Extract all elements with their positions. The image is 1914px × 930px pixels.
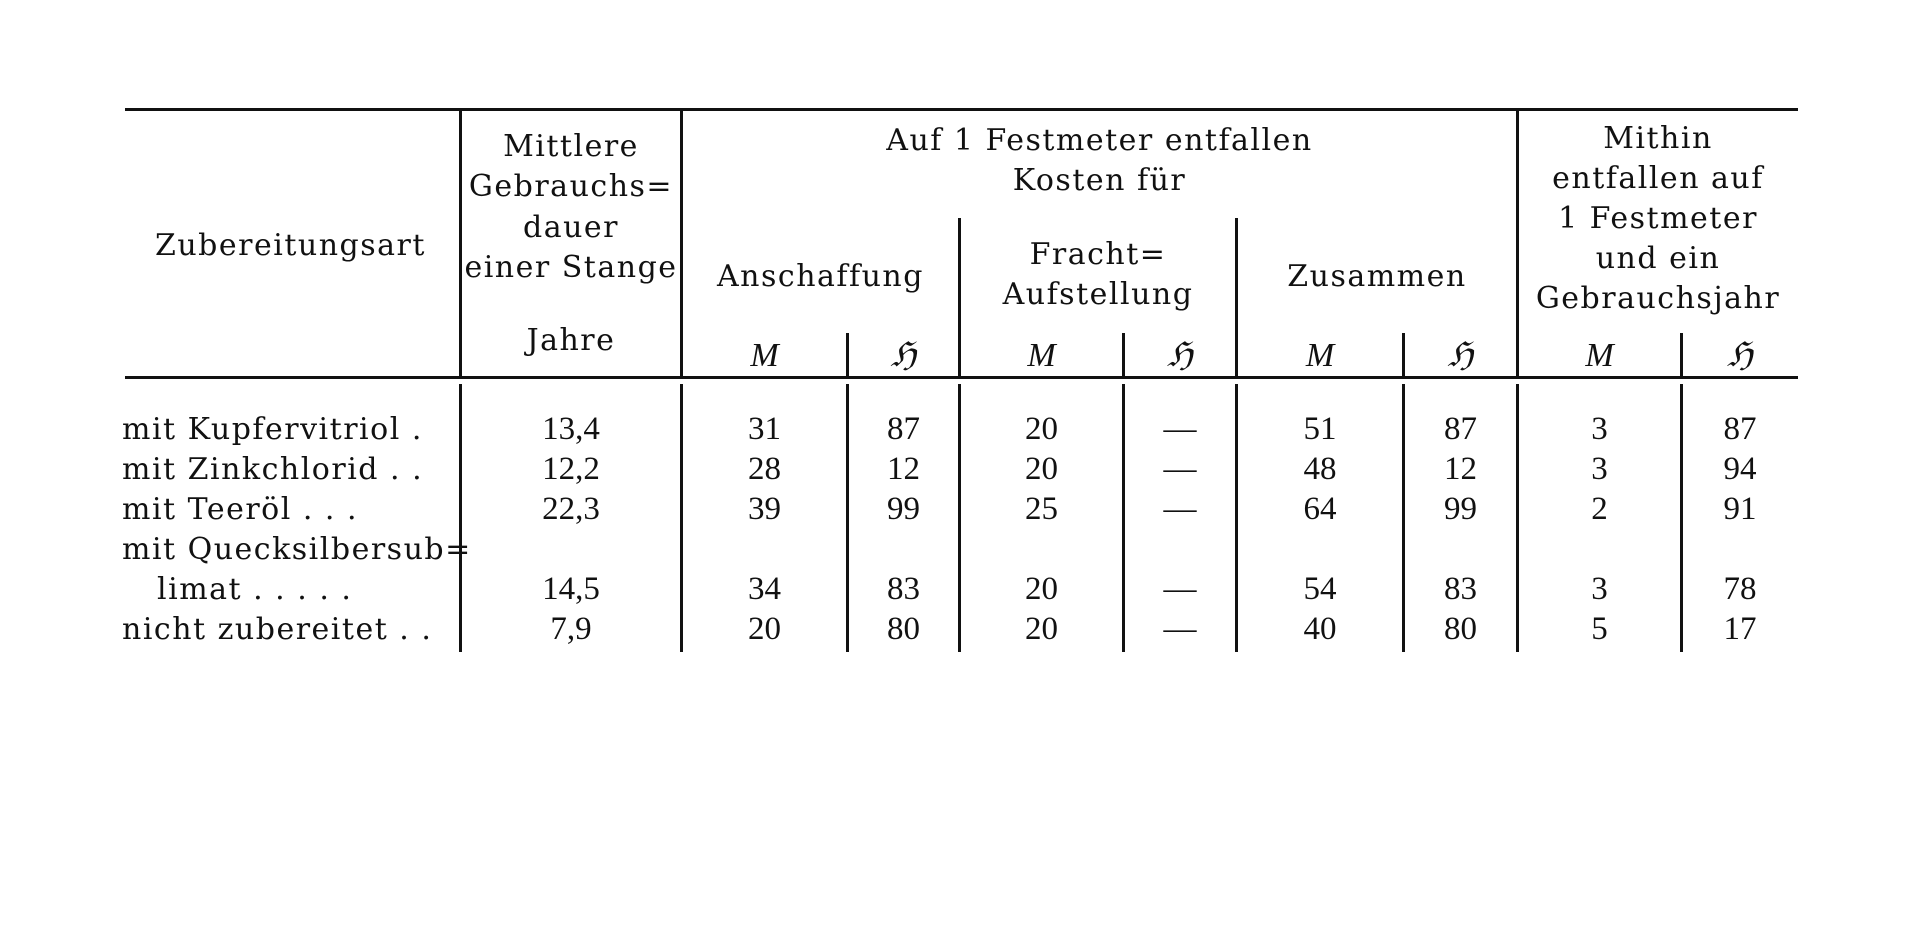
cell-freight-pf: — [1163, 411, 1197, 447]
cost-group-header-line2: Kosten für [1012, 163, 1187, 198]
cell-total-mark: 40 [1303, 611, 1337, 647]
col-header-type: Zubereitungsart [155, 228, 426, 263]
sub-header-freight-line1: Fracht= [1029, 237, 1167, 272]
row-label: nicht zubereitet . . [122, 612, 433, 647]
cell-freight-mark: 20 [1025, 451, 1058, 487]
unit-mark-per-year: M [1585, 337, 1614, 374]
per-year-header-line2: entfallen auf [1552, 161, 1764, 196]
cell-freight-mark: 25 [1025, 491, 1058, 527]
col-header-duration-line3: dauer [522, 210, 619, 245]
unit-pf-total: ℌ [1447, 337, 1474, 374]
cost-group-header-line1: Auf 1 Festmeter entfallen [886, 123, 1313, 158]
cell-purchase-pf: 12 [887, 451, 920, 487]
cell-purchase-mark: 31 [748, 411, 781, 447]
row-label: mit Teeröl . . . [122, 492, 359, 527]
cell-freight-pf: — [1163, 451, 1197, 487]
cell-per-year-pf: 91 [1723, 491, 1757, 527]
cell-total-mark: 48 [1303, 451, 1337, 487]
cell-purchase-pf: 99 [887, 491, 920, 527]
cell-per-year-mark: 3 [1591, 571, 1608, 607]
unit-mark-total: M [1305, 337, 1335, 374]
col-header-duration-unit: Jahre [526, 323, 616, 358]
col-header-duration-line4: einer Stange [464, 250, 678, 285]
cell-total-mark: 51 [1303, 411, 1337, 447]
row-label: mit Quecksilbersub= [122, 532, 472, 567]
cell-per-year-mark: 3 [1591, 451, 1608, 487]
cell-total-pf: 99 [1444, 491, 1477, 527]
unit-pf-freight: ℌ [1167, 337, 1193, 374]
cell-total-pf: 87 [1444, 411, 1477, 447]
header-bottom-rule [125, 376, 1798, 379]
per-year-header-line5: Gebrauchsjahr [1535, 281, 1781, 316]
row-label-continuation: limat . . . . . [157, 572, 353, 607]
cell-duration: 13,4 [542, 411, 600, 447]
cell-per-year-pf: 87 [1723, 411, 1757, 447]
cell-freight-pf: — [1163, 611, 1197, 647]
cell-freight-pf: — [1163, 491, 1197, 527]
unit-pf-purchase: ℌ [890, 337, 917, 374]
row-label: mit Kupfervitriol . [122, 412, 423, 447]
cell-total-pf: 12 [1444, 451, 1477, 487]
per-year-header-line1: Mithin [1603, 121, 1713, 156]
col-header-duration-line1: Mittlere [503, 129, 639, 164]
unit-mark-freight: M [1027, 337, 1056, 374]
cell-freight-pf: — [1163, 571, 1197, 607]
col-header-duration-line2: Gebrauchs= [468, 169, 674, 204]
cell-per-year-pf: 17 [1723, 611, 1757, 647]
cell-purchase-mark: 34 [748, 571, 781, 607]
cell-per-year-pf: 94 [1723, 451, 1757, 487]
cell-per-year-mark: 5 [1591, 611, 1608, 647]
cell-total-mark: 64 [1303, 491, 1337, 527]
cell-per-year-mark: 3 [1591, 411, 1608, 447]
cell-purchase-pf: 80 [887, 611, 920, 647]
row-label: mit Zinkchlorid . . [122, 452, 424, 487]
sub-header-purchase: Anschaffung [717, 259, 924, 294]
per-year-header-line3: 1 Festmeter [1558, 201, 1758, 236]
cell-duration: 7,9 [550, 611, 592, 647]
cell-duration: 14,5 [542, 571, 600, 607]
sub-header-freight-line2: Aufstellung [1002, 277, 1194, 312]
cell-freight-mark: 20 [1025, 611, 1058, 647]
cell-duration: 12,2 [542, 451, 600, 487]
cell-freight-mark: 20 [1025, 571, 1058, 607]
cell-duration: 22,3 [542, 491, 600, 527]
unit-mark-purchase: M [750, 337, 779, 374]
cell-total-mark: 54 [1303, 571, 1337, 607]
unit-pf-per-year: ℌ [1727, 337, 1753, 374]
cell-total-pf: 83 [1444, 571, 1477, 607]
top-rule [125, 108, 1798, 111]
cell-purchase-mark: 28 [748, 451, 781, 487]
cell-purchase-pf: 83 [887, 571, 920, 607]
cell-purchase-mark: 20 [748, 611, 781, 647]
cell-freight-mark: 20 [1025, 411, 1058, 447]
cell-per-year-pf: 78 [1723, 571, 1757, 607]
per-year-header-line4: und ein [1595, 241, 1721, 276]
cell-total-pf: 80 [1444, 611, 1477, 647]
sub-header-total: Zusammen [1287, 259, 1467, 294]
cell-per-year-mark: 2 [1591, 491, 1608, 527]
cell-purchase-pf: 87 [887, 411, 920, 447]
cell-purchase-mark: 39 [748, 491, 781, 527]
